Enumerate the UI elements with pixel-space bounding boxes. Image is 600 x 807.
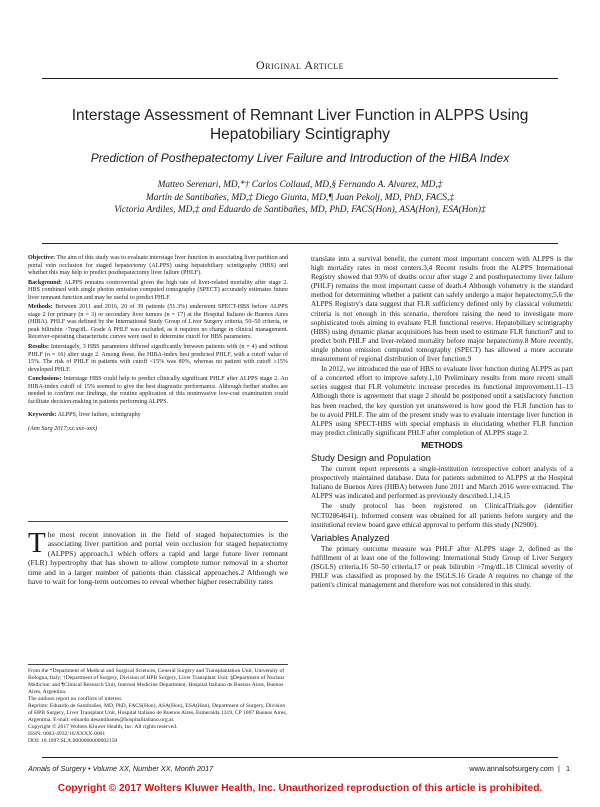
author-line: Martín de Santibañes, MD,‡ Diego Giunta, MD,¶ Juan Pekolj, MD, PhD, FACS,‡ xyxy=(145,192,455,203)
author-line: Matteo Serenari, MD,*† Carlos Collaud, MD,§ Fernando A. Alvarez, MD,‡ xyxy=(157,180,443,190)
citation: (Ann Surg 2017;xx:xxx–xxx) xyxy=(28,425,98,432)
section-label: Original Article xyxy=(255,58,345,72)
footer-separator: | xyxy=(555,764,564,773)
methods-heading: METHODS xyxy=(421,439,463,450)
intro-text: he most recent innovation in the field of staged hepatectomies is the associating liver partition and portal vein occlusion for staged hepatectomy (ALPPS) approach,1 which offers a rapid and large future liver remnant (FLR) hypertrophy that has shown to allow complete tumor removal in a shorter time and in a larger number of patients than classical approaches.2 Although we have to wait for long-term outcomes to reveal whether higher resectability rates xyxy=(28,530,288,587)
reprints: Reprints: Eduardo de Santibañes, MD, PhD, FACS(Hon), ASA(Hon), ESA(Hon), Department of Surgery, Division of HPB Surgery, Liver Transplant Unit, Hospital Italiano de Buenos Aires, Esmeralda 1319, CP 1007 Buenos Aires, Argentina. E-mail: eduardo.desantibanes@hospitalitaliano.org.ar. xyxy=(28,703,287,723)
article-subtitle: Prediction of Posthepatectomy Liver Failure and Introduction of the HIBA Index xyxy=(90,151,510,165)
drop-cap: T xyxy=(28,527,46,559)
journal-info: Annals of Surgery • Volume XX, Number XX, Month 2017 xyxy=(28,764,214,773)
footer-rule xyxy=(42,757,558,758)
issn: ISSN: 0003-4932/16/XXXX-0001 xyxy=(28,731,106,737)
abstract-bottom-rule xyxy=(28,521,288,522)
footnotes xyxy=(28,668,288,745)
doi: DOI: 10.1097/SLA.0000000000002150 xyxy=(28,738,118,744)
paragraph: translate into a survival benefit, the current most important concern with ALPPS is the high mortality rates in most centers.3,4 Recent results from the ALPPS International Registry showed that 93% of deaths occur after stage 2 and posthepatectomy liver failure (PHLF) remains the most important cause of death.4 Although volumetry is the standard method for determining whether a patient can safely undergo a major hepatectomy,5,6 the ALPPS Registry's data suggest that FLR sufficiency defined only by classical volumetric criteria is not enough in this scenario, therefore raising the need to investigate more sophisticated tools aiming to evaluate FLR functional reserve. Hepatobiliary scintigraphy (HBS) using dynamic planar acquisitions has been used to estimate FLR function7 and to predict both PHLF and liver-related mortality before major hepatectomy.8 More recently, single photon emission computed tomography (SPECT) has allowed a more accurate measurement of regional distribution of liver function.9 xyxy=(311,255,573,364)
footer-right xyxy=(469,764,570,773)
paragraph: The study protocol has been registered on ClinicalTrials.gov (identifier NCT02864641). Informed consent was obtained for all patients before surgery and the institutional review board gave ethical approval to perform this study (N2900). xyxy=(311,502,573,529)
author-list xyxy=(40,179,560,217)
page-number: 1 xyxy=(565,764,570,773)
abstract-conclusions: Conclusions: Interstage HBS could help to predict clinically significant PHLF after ALPPS stage 2. An HIBA-index cutoff of 15% seemed to give the best diagnostic performance. Although further studies are needed to confirm our findings, the routine application of this noninvasive low-cost examination could facilitate decision-making in patients performing ALPPS. xyxy=(28,376,288,405)
keywords: Keywords: ALPPS, liver failure, scintigraphy xyxy=(28,412,141,419)
abstract-methods: Methods: Between 2011 and 2016, 20 of 39 patients (51.3%) underwent SPECT-HBS before ALPPS stage 2 for primary (n = 3) or secondary liver tumors (n = 17) at the Hospital Italiano de Buenos Aires (HIBA). PHLF was defined by the International Study Group of Liver Surgery criteria, 50–50 criteria, or peak bilirubin >7mg/dL. Grade A PHLF was excluded, as it requires no change in clinical management. Receiver-operating characteristic curves were used to determine cutoff for HBS parameters. xyxy=(28,304,288,341)
paragraph: In 2012, we introduced the use of HBS to evaluate liver function during ALPPS as part of a concerted effort to improve safety.1,10 Preliminary results from more recent small series suggest that FLR volumetric increase precedes its functional improvement.11–13 Although there is agreement that stage 2 should be postponed until a satisfactory function has been reached, the key question yet unanswered is how good the FLR function has to be to avoid PHLF. The aim of the present study was to evaluate interstage liver function in ALPPS using SPECT-HBS with special emphasis in elucidating whether FLR function may predict clinically significant PHLF after completion of ALPPS stage 2. xyxy=(311,365,573,437)
abstract-objective: Objective: The aim of this study was to evaluate interstage liver function in associating liver partition and portal vein occlusion for staged hepatectomy (ALPPS) using hepatobiliary scintigraphy (HBS) and whether this may help to predict posthepatectomy liver failure (PHLF). xyxy=(28,255,288,277)
paragraph: The primary outcome measure was PHLF after ALPPS stage 2, defined as the fulfillment of at least one of the following: International Study Group of Liver Surgery (ISGLS) criteria,16 50–50 criteria,17 or peak bilirubin >7mg/dL.18 Clinical severity of PHLF was classified as proposed by the ISGLS.16 Grade A requires no change of the patient's clinical management and therefore was not considered in this study. xyxy=(311,544,573,590)
paragraph: The current report represents a single-institution retrospective cohort analysis of a prospectively maintained database. Data for patients submitted to ALPPS at the Hospital Italiano de Buenos Aires (HIBA) between June 2011 and March 2016 were extracted. The ALPPS was indicated and performed as previously described.1,14,15 xyxy=(311,465,573,501)
header-rule xyxy=(42,78,558,79)
article-title: Interstage Assessment of Remnant Liver Function in ALPPS Using Hepatobiliary Scintigraphy xyxy=(71,107,529,143)
variables-heading: Variables Analyzed xyxy=(311,532,390,543)
abstract-background: Background: ALPPS remains controversial given the high rate of liver-related mortality after stage 2. HBS combined with single photon emission computed tomography (SPECT) accurately estimates future liver remnant function and may be useful to predict PHLF. xyxy=(28,279,288,301)
introduction xyxy=(28,527,288,587)
study-design-heading: Study Design and Population xyxy=(311,452,431,463)
footnote-rule xyxy=(28,664,288,665)
author-line: Victoria Ardiles, MD,‡ and Eduardo de Santibañes, MD, PhD, FACS(Hon), ASA(Hon), ESA(Hon)‡ xyxy=(114,205,486,215)
right-column xyxy=(311,255,573,591)
journal-website-link[interactable]: www.annalsofsurgery.com xyxy=(469,764,554,773)
abstract xyxy=(28,255,288,435)
abstract-top-rule xyxy=(42,243,558,244)
copyright-notice: Copyright © 2017 Wolters Kluwer Health, Inc. All rights reserved. xyxy=(28,724,178,730)
copyright-banner: Copyright © 2017 Wolters Kluwer Health, Inc. Unauthorized reproduction of this article is prohibited. xyxy=(57,783,543,794)
conflicts: The authors report no conflicts of interest. xyxy=(28,696,123,702)
abstract-results: Results: Interstagely, 3 HBS parameters differed significantly between patients with (n = 4) and without PHLF (n = 16) after stage 2. Among these, the HIBA-index best predicted PHLF, with a cutoff value of 15%. The risk of PHLF in patients with cutoff <15% was 80%, whereas no patient with cutoff ≥15% developed PHLF. xyxy=(28,344,289,373)
affiliations: From the *Department of Medical and Surgical Sciences, General Surgery and Transplantation Unit, University of Bologna, Italy; †Department of Surgery, Division of HPB Surgery, Liver Transplant Unit; §Department of Nuclear Medicine; and ¶Clinical Research Unit, Internal Medicine Department, Hospital Italiano de Buenos Aires, Buenos Aires, Argentina. xyxy=(28,668,285,695)
